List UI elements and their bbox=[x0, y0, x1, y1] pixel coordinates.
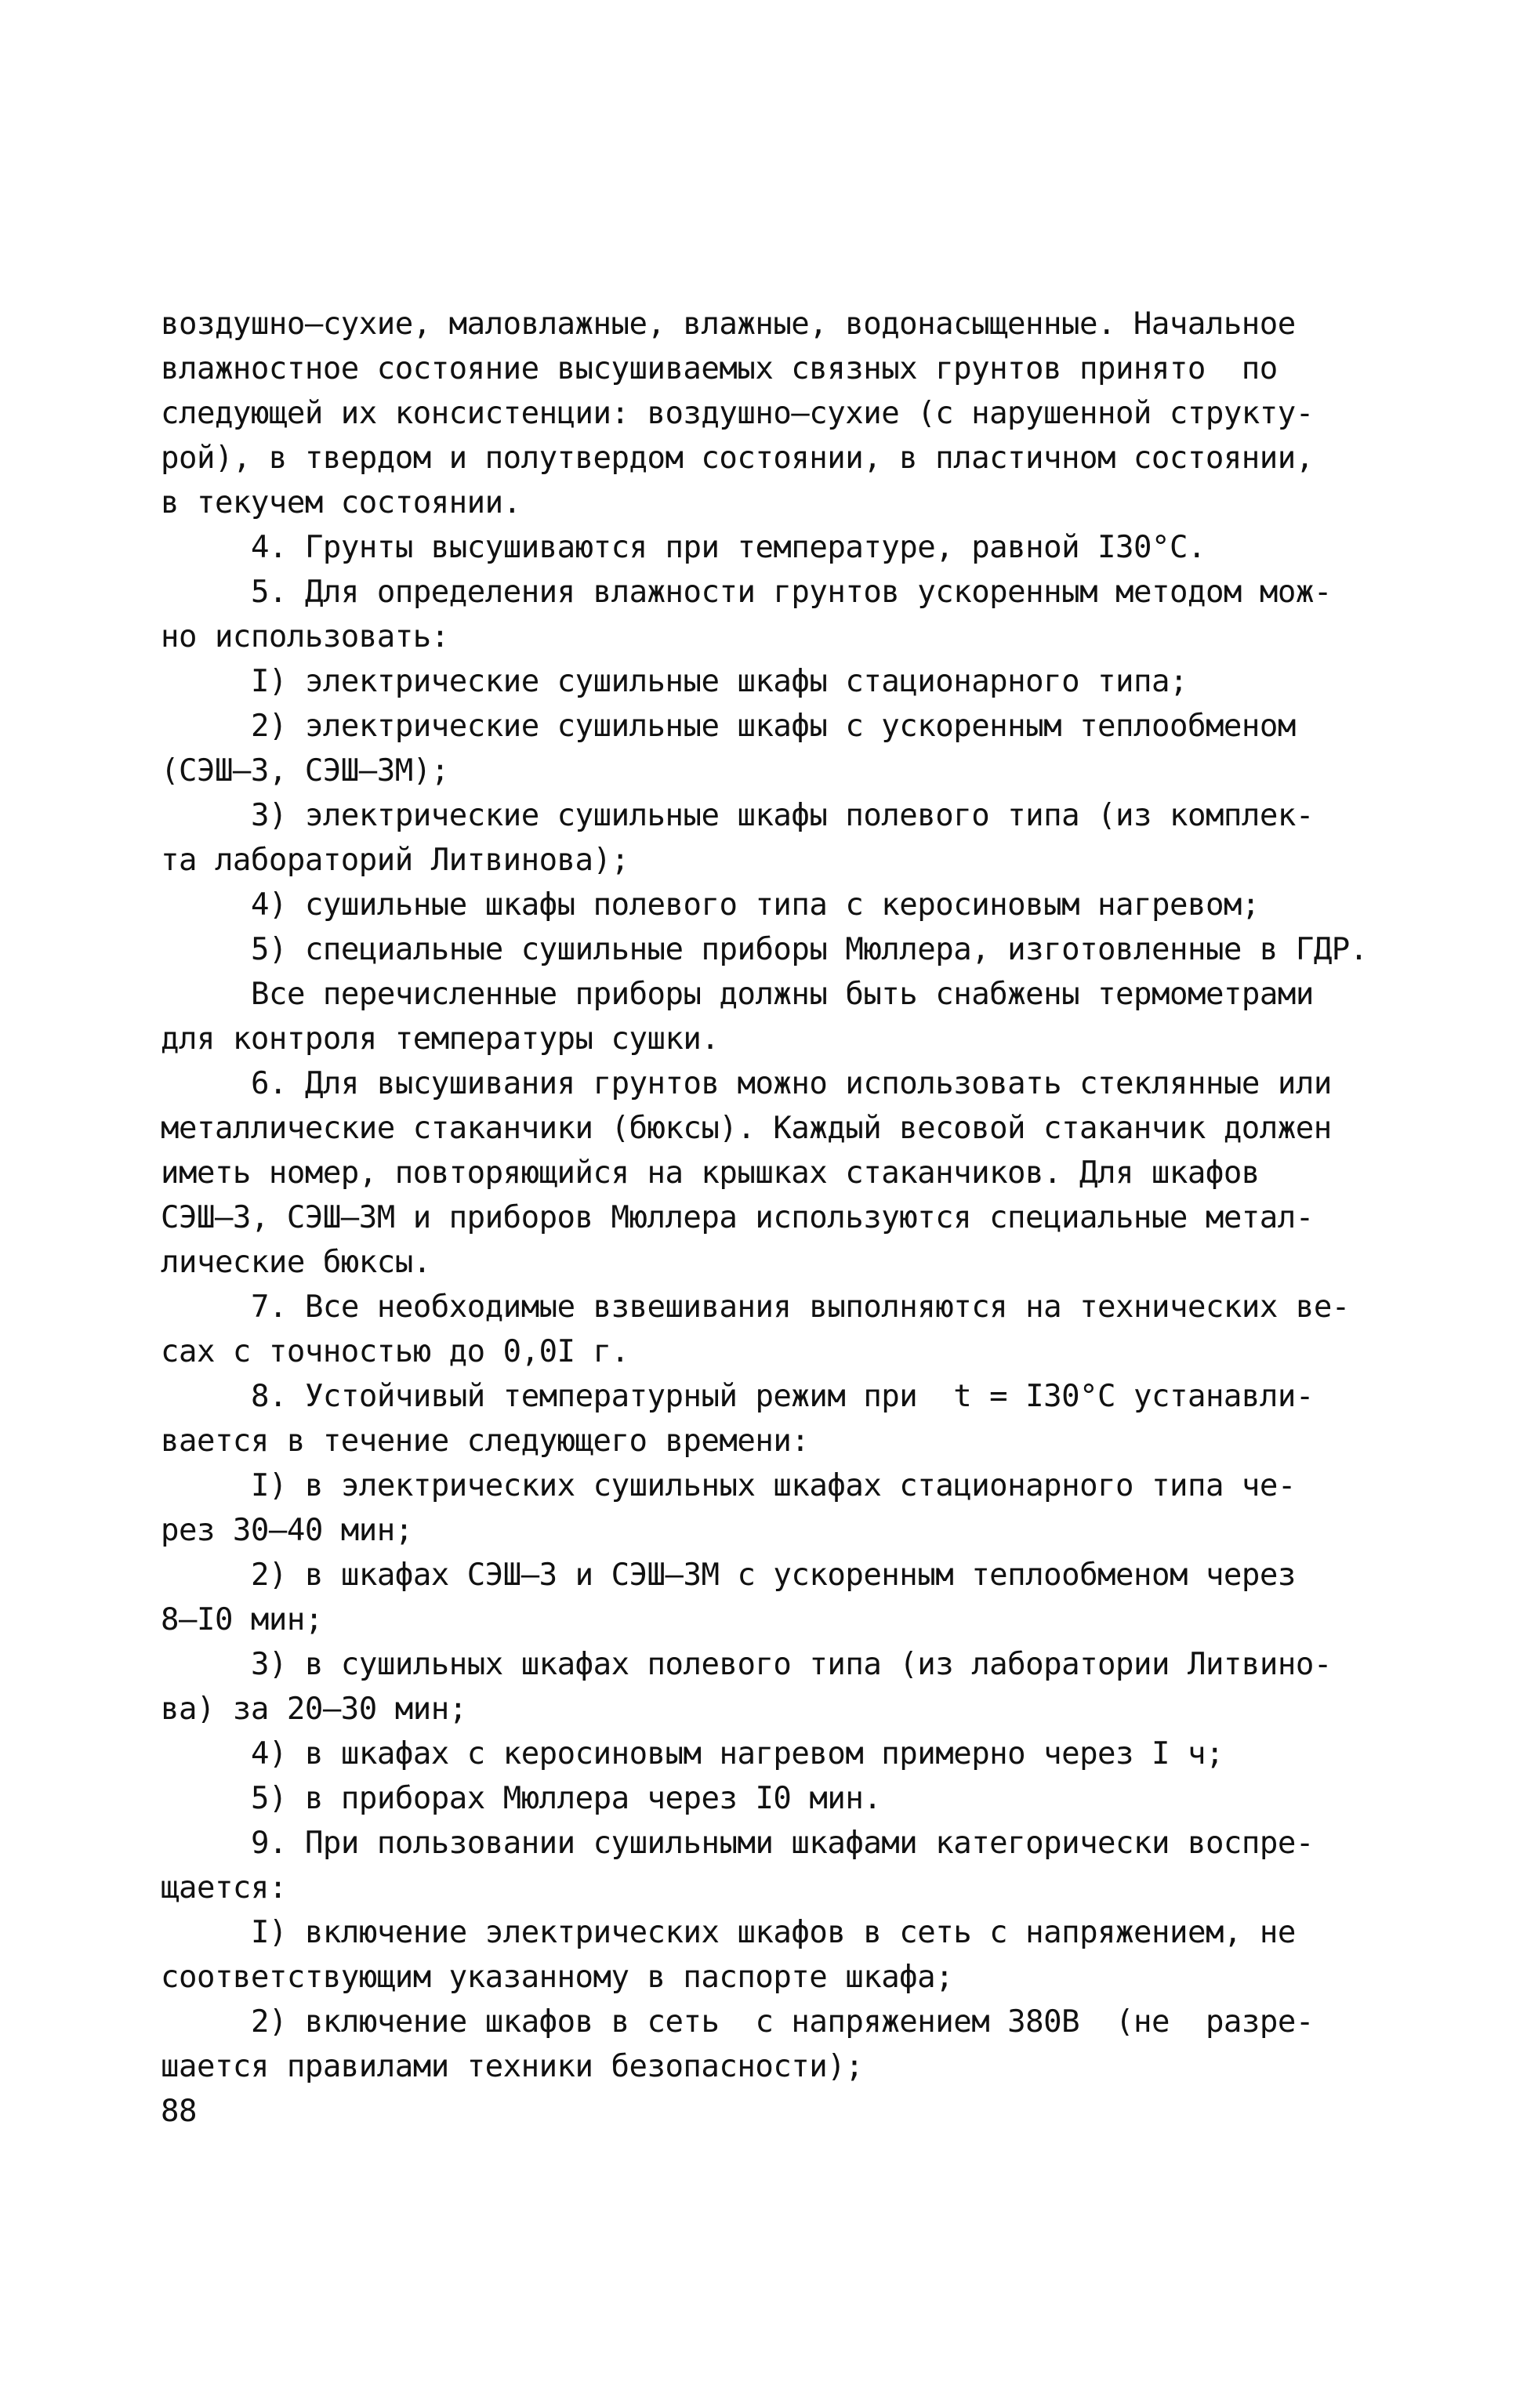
paragraph-item-5: 5. Для определения влажности грунтов ускоренным методом мож- bbox=[251, 575, 1332, 610]
text-line: (СЭШ–3, СЭШ–3М); bbox=[161, 753, 449, 789]
text-line: та лабораторий Литвинова); bbox=[161, 843, 629, 878]
paragraph-item-8: 8. Устойчивый температурный режим при t = I30°C устанавли- bbox=[251, 1379, 1314, 1414]
list-item: 4) сушильные шкафы полевого типа с керосиновым нагревом; bbox=[251, 887, 1260, 923]
text-line: щается: bbox=[161, 1870, 287, 1906]
text-line: СЭШ–3, СЭШ–3М и приборов Мюллера используются специальные метал- bbox=[161, 1200, 1314, 1235]
text-line: лические бюксы. bbox=[161, 1245, 431, 1280]
text-line: ва) за 20–30 мин; bbox=[161, 1692, 467, 1727]
text-line: иметь номер, повторяющийся на крышках стаканчиков. Для шкафов bbox=[161, 1155, 1260, 1191]
text-line: но использовать: bbox=[161, 619, 449, 655]
text-line: воздушно–сухие, маловлажные, влажные, водонасыщенные. Начальное bbox=[161, 306, 1296, 342]
text-line: следующей их консистенции: воздушно–сухие (с нарушенной структу- bbox=[161, 396, 1314, 431]
text-line: рез 30–40 мин; bbox=[161, 1513, 413, 1548]
paragraph-item-6: 6. Для высушивания грунтов можно использовать стеклянные или bbox=[251, 1066, 1332, 1101]
paragraph-item-9: 9. При пользовании сушильными шкафами категорически воспре- bbox=[251, 1826, 1314, 1861]
list-item: 2) электрические сушильные шкафы с ускоренным теплообменом bbox=[251, 709, 1296, 744]
text-line: для контроля температуры сушки. bbox=[161, 1021, 720, 1057]
text-line: в текучем состоянии. bbox=[161, 485, 521, 520]
text-line: рой), в твердом и полутвердом состоянии, в пластичном состоянии, bbox=[161, 441, 1314, 476]
text-line: влажностное состояние высушиваемых связных грунтов принято по bbox=[161, 351, 1278, 386]
page-number: 88 bbox=[161, 2094, 197, 2129]
list-item: I) в электрических сушильных шкафах стационарного типа че- bbox=[251, 1468, 1296, 1503]
text-line: вается в течение следующего времени: bbox=[161, 1423, 810, 1459]
text-line: сах с точностью до 0,0I г. bbox=[161, 1334, 629, 1369]
text-line: металлические стаканчики (бюксы). Каждый весовой стаканчик должен bbox=[161, 1111, 1332, 1146]
list-item: 5) в приборах Мюллера через I0 мин. bbox=[251, 1781, 882, 1816]
text-line: Все перечисленные приборы должны быть снабжены термометрами bbox=[251, 977, 1314, 1012]
paragraph-item-4: 4. Грунты высушиваются при температуре, равной I30°C. bbox=[251, 530, 1206, 565]
list-item: 3) электрические сушильные шкафы полевого типа (из комплек- bbox=[251, 798, 1314, 833]
list-item: I) электрические сушильные шкафы стационарного типа; bbox=[251, 664, 1188, 699]
list-item: I) включение электрических шкафов в сеть с напряжением, не bbox=[251, 1915, 1296, 1950]
text-line: 8–I0 мин; bbox=[161, 1602, 323, 1637]
body-text bbox=[161, 302, 1399, 2089]
list-item: 4) в шкафах с керосиновым нагревом примерно через I ч; bbox=[251, 1736, 1224, 1772]
list-item: 2) в шкафах СЭШ–3 и СЭШ–3М с ускоренным теплообменом через bbox=[251, 1558, 1296, 1593]
list-item: 5) специальные сушильные приборы Мюллера, изготовленные в ГДР. bbox=[251, 932, 1368, 967]
text-line: шается правилами техники безопасности); bbox=[161, 2049, 864, 2084]
paragraph-item-7: 7. Все необходимые взвешивания выполняются на технических ве- bbox=[251, 1289, 1350, 1325]
text-line: соответствующим указанному в паспорте шкафа; bbox=[161, 1960, 954, 1995]
list-item: 2) включение шкафов в сеть с напряжением 380В (не разре- bbox=[251, 2004, 1314, 2040]
list-item: 3) в сушильных шкафах полевого типа (из лаборатории Литвино- bbox=[251, 1647, 1332, 1682]
